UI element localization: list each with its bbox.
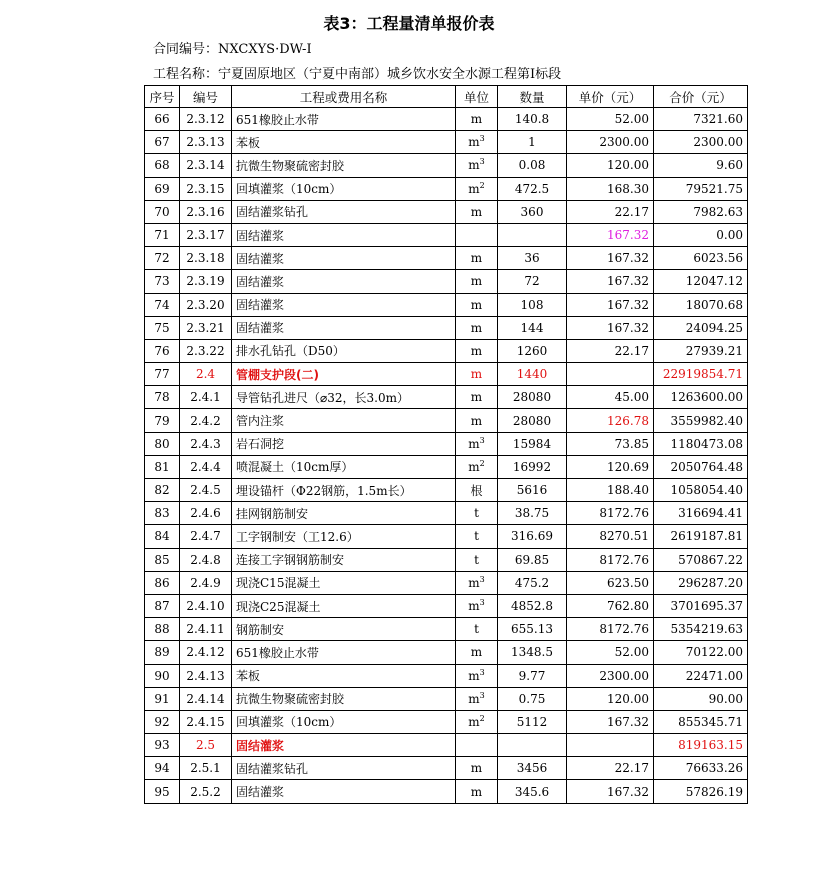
unit-text: m xyxy=(470,251,483,266)
cell-total-price: 316694.41 xyxy=(654,502,748,525)
unit-exponent: 2 xyxy=(479,180,485,190)
cell-unit xyxy=(456,223,498,246)
cell-unit xyxy=(456,664,498,687)
cell-no: 94 xyxy=(145,757,180,780)
header-name: 工程或费用名称 xyxy=(232,86,456,108)
unit-text: t xyxy=(474,506,479,521)
cell-unit xyxy=(456,316,498,339)
cell-unit-price: 167.32 xyxy=(567,270,654,293)
header-code: 编号 xyxy=(180,86,232,108)
table-row xyxy=(145,223,748,246)
cell-total-price: 27939.21 xyxy=(654,339,748,362)
cell-no: 73 xyxy=(145,270,180,293)
cell-quantity: 5112 xyxy=(498,710,567,733)
cell-quantity: 28080 xyxy=(498,409,567,432)
cell-unit xyxy=(456,479,498,502)
cell-no: 69 xyxy=(145,177,180,200)
cell-code: 2.4.11 xyxy=(180,618,232,641)
cell-quantity: 144 xyxy=(498,316,567,339)
unit-text: m xyxy=(468,575,480,590)
cell-name: 现浇C15混凝土 xyxy=(232,571,456,594)
unit-exponent: 2 xyxy=(479,458,485,468)
cell-unit-price: 8172.76 xyxy=(567,502,654,525)
cell-no: 71 xyxy=(145,223,180,246)
cell-no: 67 xyxy=(145,131,180,154)
cell-name: 抗微生物聚硫密封胶 xyxy=(232,154,456,177)
cell-unit-price: 8270.51 xyxy=(567,525,654,548)
cell-code: 2.3.22 xyxy=(180,339,232,362)
cell-total-price: 5354219.63 xyxy=(654,618,748,641)
cell-unit xyxy=(456,548,498,571)
cell-quantity: 16992 xyxy=(498,455,567,478)
cell-quantity: 108 xyxy=(498,293,567,316)
cell-total-price: 855345.71 xyxy=(654,710,748,733)
cell-unit-price: 762.80 xyxy=(567,594,654,617)
cell-name: 固结灌浆钻孔 xyxy=(232,757,456,780)
table-row xyxy=(145,177,748,200)
unit-text: m xyxy=(468,135,480,150)
cell-unit xyxy=(456,710,498,733)
cell-code: 2.4.3 xyxy=(180,432,232,455)
table-row xyxy=(145,386,748,409)
table-row xyxy=(145,594,748,617)
cell-name: 苯板 xyxy=(232,131,456,154)
cell-unit-price: 22.17 xyxy=(567,200,654,223)
cell-unit-price: 120.00 xyxy=(567,687,654,710)
project-name: 工程名称：宁夏固原地区（宁夏中南部）城乡饮水安全水源工程第Ⅰ标段 xyxy=(153,67,562,82)
header-total-price: 合价（元） xyxy=(654,86,748,108)
table-row xyxy=(145,154,748,177)
cell-unit xyxy=(456,339,498,362)
section-row xyxy=(145,734,748,757)
cell-code: 2.4.8 xyxy=(180,548,232,571)
cell-unit-price: 52.00 xyxy=(567,108,654,131)
section-row xyxy=(145,363,748,386)
unit-text: m xyxy=(470,367,483,382)
cell-unit-price: 45.00 xyxy=(567,386,654,409)
cell-unit xyxy=(456,594,498,617)
cell-unit xyxy=(456,757,498,780)
cell-no: 85 xyxy=(145,548,180,571)
table-row xyxy=(145,131,748,154)
cell-no: 74 xyxy=(145,293,180,316)
cell-unit-price: 8172.76 xyxy=(567,548,654,571)
cell-quantity: 0.75 xyxy=(498,687,567,710)
cell-quantity: 316.69 xyxy=(498,525,567,548)
cell-code: 2.3.15 xyxy=(180,177,232,200)
unit-text: m xyxy=(470,274,483,289)
cell-code: 2.4.15 xyxy=(180,710,232,733)
cell-name: 抗微生物聚硫密封胶 xyxy=(232,687,456,710)
unit-text: m xyxy=(468,459,480,474)
cell-code: 2.4.14 xyxy=(180,687,232,710)
table-row xyxy=(145,432,748,455)
cell-unit xyxy=(456,108,498,131)
cell-code: 2.4.12 xyxy=(180,641,232,664)
cell-total-price: 9.60 xyxy=(654,154,748,177)
cell-code: 2.4.4 xyxy=(180,455,232,478)
cell-name: 连接工字钢钢筋制安 xyxy=(232,548,456,571)
cell-code: 2.4.9 xyxy=(180,571,232,594)
cell-code: 2.4.13 xyxy=(180,664,232,687)
cell-name: 固结灌浆 xyxy=(232,734,456,757)
table-row xyxy=(145,710,748,733)
cell-no: 86 xyxy=(145,571,180,594)
unit-exponent: 3 xyxy=(479,690,485,700)
cell-name: 苯板 xyxy=(232,664,456,687)
cell-total-price: 90.00 xyxy=(654,687,748,710)
cell-code: 2.4.2 xyxy=(180,409,232,432)
cell-total-price: 76633.26 xyxy=(654,757,748,780)
unit-text: 根 xyxy=(470,483,483,498)
unit-exponent: 3 xyxy=(479,435,485,445)
cell-total-price: 1180473.08 xyxy=(654,432,748,455)
unit-text: m xyxy=(470,112,483,127)
cell-unit xyxy=(456,177,498,200)
table-row xyxy=(145,316,748,339)
unit-text: m xyxy=(470,413,483,428)
cell-unit xyxy=(456,618,498,641)
cell-name: 固结灌浆 xyxy=(232,270,456,293)
cell-quantity: 15984 xyxy=(498,432,567,455)
unit-text: m xyxy=(470,297,483,312)
cell-unit-price xyxy=(567,734,654,757)
cell-no: 81 xyxy=(145,455,180,478)
cell-unit xyxy=(456,270,498,293)
cell-no: 76 xyxy=(145,339,180,362)
cell-quantity: 1440 xyxy=(498,363,567,386)
cell-quantity: 0.08 xyxy=(498,154,567,177)
cell-unit xyxy=(456,641,498,664)
cell-total-price: 22471.00 xyxy=(654,664,748,687)
cell-quantity: 9.77 xyxy=(498,664,567,687)
cell-total-price: 1058054.40 xyxy=(654,479,748,502)
cell-no: 84 xyxy=(145,525,180,548)
cell-code: 2.4.1 xyxy=(180,386,232,409)
cell-quantity: 475.2 xyxy=(498,571,567,594)
cell-unit-price xyxy=(567,363,654,386)
table-row xyxy=(145,339,748,362)
cell-total-price: 296287.20 xyxy=(654,571,748,594)
cell-unit-price: 126.78 xyxy=(567,409,654,432)
cell-unit xyxy=(456,154,498,177)
table-row xyxy=(145,641,748,664)
cell-name: 工字钢制安（工12.6） xyxy=(232,525,456,548)
table-row xyxy=(145,548,748,571)
header-no: 序号 xyxy=(145,86,180,108)
table-row xyxy=(145,108,748,131)
cell-code: 2.5 xyxy=(180,734,232,757)
header-unit-price: 单价（元） xyxy=(567,86,654,108)
cell-no: 79 xyxy=(145,409,180,432)
table-row xyxy=(145,247,748,270)
table-row xyxy=(145,479,748,502)
cell-total-price: 7982.63 xyxy=(654,200,748,223)
cell-quantity: 28080 xyxy=(498,386,567,409)
cell-total-price: 3701695.37 xyxy=(654,594,748,617)
cell-name: 现浇C25混凝土 xyxy=(232,594,456,617)
cell-no: 90 xyxy=(145,664,180,687)
cell-no: 78 xyxy=(145,386,180,409)
cell-name: 岩石洞挖 xyxy=(232,432,456,455)
unit-text: m xyxy=(470,320,483,335)
cell-quantity xyxy=(498,734,567,757)
cell-unit-price: 167.32 xyxy=(567,223,654,246)
cell-unit-price: 623.50 xyxy=(567,571,654,594)
table-row xyxy=(145,780,748,803)
unit-text: m xyxy=(468,436,480,451)
unit-text: m xyxy=(470,343,483,358)
unit-text: t xyxy=(474,622,479,637)
cell-name: 回填灌浆（10cm） xyxy=(232,177,456,200)
cell-quantity: 5616 xyxy=(498,479,567,502)
cell-unit xyxy=(456,247,498,270)
cell-code: 2.3.18 xyxy=(180,247,232,270)
table-row xyxy=(145,687,748,710)
cell-unit-price: 73.85 xyxy=(567,432,654,455)
cell-no: 75 xyxy=(145,316,180,339)
cell-quantity: 1348.5 xyxy=(498,641,567,664)
cell-unit xyxy=(456,455,498,478)
table-row xyxy=(145,618,748,641)
unit-exponent: 3 xyxy=(479,574,485,584)
cell-unit-price: 167.32 xyxy=(567,316,654,339)
cell-name: 651橡胶止水带 xyxy=(232,108,456,131)
unit-text: m xyxy=(470,204,483,219)
cell-total-price: 79521.75 xyxy=(654,177,748,200)
unit-text: m xyxy=(470,761,483,776)
cell-no: 88 xyxy=(145,618,180,641)
contract-number: 合同编号：NXCXYS·DW-Ⅰ xyxy=(153,42,312,57)
cell-unit-price: 120.69 xyxy=(567,455,654,478)
cell-total-price: 570867.22 xyxy=(654,548,748,571)
cell-name: 固结灌浆 xyxy=(232,223,456,246)
cell-code: 2.4 xyxy=(180,363,232,386)
unit-exponent: 2 xyxy=(479,713,485,723)
cell-no: 91 xyxy=(145,687,180,710)
cell-no: 66 xyxy=(145,108,180,131)
cell-unit-price: 120.00 xyxy=(567,154,654,177)
cell-unit-price: 22.17 xyxy=(567,757,654,780)
cell-no: 68 xyxy=(145,154,180,177)
table-row xyxy=(145,409,748,432)
cell-unit-price: 22.17 xyxy=(567,339,654,362)
table-row xyxy=(145,293,748,316)
cell-unit-price: 2300.00 xyxy=(567,131,654,154)
cell-name: 挂网钢筋制安 xyxy=(232,502,456,525)
header-unit: 单位 xyxy=(456,86,498,108)
cell-name: 管内注浆 xyxy=(232,409,456,432)
cell-quantity: 36 xyxy=(498,247,567,270)
cell-no: 70 xyxy=(145,200,180,223)
header-quantity: 数量 xyxy=(498,86,567,108)
cell-no: 82 xyxy=(145,479,180,502)
unit-text: m xyxy=(468,668,480,683)
cell-code: 2.3.20 xyxy=(180,293,232,316)
table-body xyxy=(145,108,748,804)
unit-text: m xyxy=(470,645,483,660)
cell-unit xyxy=(456,502,498,525)
table-row xyxy=(145,757,748,780)
cell-unit xyxy=(456,571,498,594)
cell-no: 80 xyxy=(145,432,180,455)
cell-unit-price: 167.32 xyxy=(567,710,654,733)
unit-text: t xyxy=(474,552,479,567)
cell-total-price: 2300.00 xyxy=(654,131,748,154)
table-row xyxy=(145,270,748,293)
cell-code: 2.4.7 xyxy=(180,525,232,548)
cell-unit-price: 167.32 xyxy=(567,247,654,270)
cell-code: 2.4.6 xyxy=(180,502,232,525)
table-row xyxy=(145,502,748,525)
cell-quantity: 1 xyxy=(498,131,567,154)
unit-exponent: 3 xyxy=(479,157,485,167)
cell-code: 2.3.16 xyxy=(180,200,232,223)
cell-unit xyxy=(456,687,498,710)
cell-code: 2.5.2 xyxy=(180,780,232,803)
cell-total-price: 18070.68 xyxy=(654,293,748,316)
cell-total-price: 2619187.81 xyxy=(654,525,748,548)
cell-unit xyxy=(456,525,498,548)
cell-no: 92 xyxy=(145,710,180,733)
cell-quantity: 1260 xyxy=(498,339,567,362)
cell-code: 2.3.12 xyxy=(180,108,232,131)
cell-code: 2.3.14 xyxy=(180,154,232,177)
cell-code: 2.5.1 xyxy=(180,757,232,780)
cell-name: 固结灌浆 xyxy=(232,316,456,339)
cell-code: 2.4.5 xyxy=(180,479,232,502)
cell-quantity: 38.75 xyxy=(498,502,567,525)
cell-name: 导管钻孔进尺（⌀32，长3.0m） xyxy=(232,386,456,409)
table-header-row xyxy=(145,86,748,108)
cell-name: 固结灌浆 xyxy=(232,247,456,270)
cell-unit-price: 168.30 xyxy=(567,177,654,200)
unit-exponent: 3 xyxy=(479,134,485,144)
cell-total-price: 0.00 xyxy=(654,223,748,246)
cell-quantity: 345.6 xyxy=(498,780,567,803)
cell-name: 回填灌浆（10cm） xyxy=(232,710,456,733)
cell-quantity: 472.5 xyxy=(498,177,567,200)
cell-unit xyxy=(456,293,498,316)
cell-no: 72 xyxy=(145,247,180,270)
unit-text: m xyxy=(470,390,483,405)
cell-unit xyxy=(456,200,498,223)
cell-no: 77 xyxy=(145,363,180,386)
cell-unit xyxy=(456,409,498,432)
cell-total-price: 12047.12 xyxy=(654,270,748,293)
cell-unit xyxy=(456,386,498,409)
cell-unit xyxy=(456,131,498,154)
cell-unit xyxy=(456,780,498,803)
cell-no: 93 xyxy=(145,734,180,757)
cell-no: 83 xyxy=(145,502,180,525)
cell-quantity: 655.13 xyxy=(498,618,567,641)
table-row xyxy=(145,525,748,548)
cell-no: 95 xyxy=(145,780,180,803)
cell-name: 排水孔钻孔（D50） xyxy=(232,339,456,362)
cell-unit-price: 167.32 xyxy=(567,780,654,803)
cell-total-price: 7321.60 xyxy=(654,108,748,131)
cell-code: 2.3.21 xyxy=(180,316,232,339)
cell-code: 2.3.17 xyxy=(180,223,232,246)
cell-unit-price: 8172.76 xyxy=(567,618,654,641)
cell-quantity: 3456 xyxy=(498,757,567,780)
cell-unit xyxy=(456,432,498,455)
unit-text: m xyxy=(468,181,480,196)
cell-quantity: 69.85 xyxy=(498,548,567,571)
cell-no: 89 xyxy=(145,641,180,664)
cell-quantity: 360 xyxy=(498,200,567,223)
cell-unit-price: 167.32 xyxy=(567,293,654,316)
table-row xyxy=(145,200,748,223)
cell-total-price: 57826.19 xyxy=(654,780,748,803)
cell-total-price: 2050764.48 xyxy=(654,455,748,478)
cell-name: 喷混凝土（10cm厚） xyxy=(232,455,456,478)
cell-code: 2.4.10 xyxy=(180,594,232,617)
cell-unit xyxy=(456,363,498,386)
cell-code: 2.3.13 xyxy=(180,131,232,154)
unit-text: m xyxy=(468,691,480,706)
cell-total-price: 819163.15 xyxy=(654,734,748,757)
document-title: 表3：工程量清单报价表 xyxy=(323,14,495,33)
unit-text: m xyxy=(470,784,483,799)
cell-name: 固结灌浆 xyxy=(232,293,456,316)
cell-unit-price: 2300.00 xyxy=(567,664,654,687)
table-row xyxy=(145,455,748,478)
unit-text: m xyxy=(468,599,480,614)
cell-quantity: 72 xyxy=(498,270,567,293)
cell-name: 固结灌浆钻孔 xyxy=(232,200,456,223)
cell-total-price: 22919854.71 xyxy=(654,363,748,386)
unit-text: m xyxy=(468,714,480,729)
cell-code: 2.3.19 xyxy=(180,270,232,293)
cell-name: 651橡胶止水带 xyxy=(232,641,456,664)
cell-unit-price: 52.00 xyxy=(567,641,654,664)
cell-unit-price: 188.40 xyxy=(567,479,654,502)
cell-unit xyxy=(456,734,498,757)
bill-of-quantities-table xyxy=(144,85,748,804)
cell-quantity xyxy=(498,223,567,246)
cell-name: 埋设锚杆（Φ22钢筋，1.5m长） xyxy=(232,479,456,502)
table-row xyxy=(145,664,748,687)
cell-no: 87 xyxy=(145,594,180,617)
cell-name: 钢筋制安 xyxy=(232,618,456,641)
cell-total-price: 3559982.40 xyxy=(654,409,748,432)
unit-text: m xyxy=(468,158,480,173)
cell-name: 固结灌浆 xyxy=(232,780,456,803)
unit-exponent: 3 xyxy=(479,598,485,608)
cell-name: 管棚支护段(二) xyxy=(232,363,456,386)
unit-text: t xyxy=(474,529,479,544)
cell-total-price: 70122.00 xyxy=(654,641,748,664)
cell-quantity: 140.8 xyxy=(498,108,567,131)
cell-total-price: 6023.56 xyxy=(654,247,748,270)
cell-quantity: 4852.8 xyxy=(498,594,567,617)
table-row xyxy=(145,571,748,594)
cell-total-price: 24094.25 xyxy=(654,316,748,339)
cell-total-price: 1263600.00 xyxy=(654,386,748,409)
unit-exponent: 3 xyxy=(479,667,485,677)
